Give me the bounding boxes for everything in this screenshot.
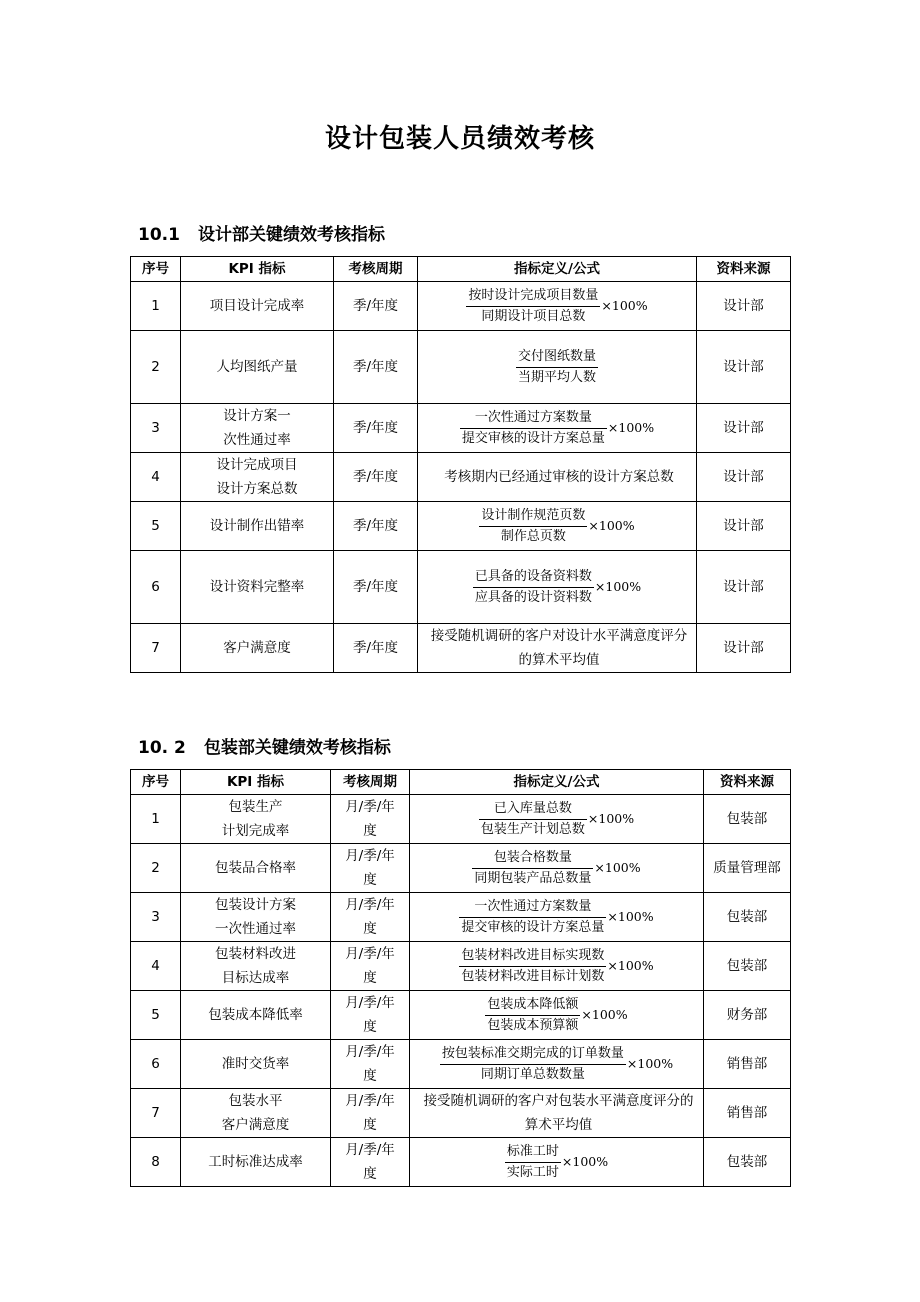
fraction	[459, 946, 606, 987]
multiplier: ×100%	[594, 860, 641, 875]
row-kpi	[181, 1138, 331, 1187]
row-definition: 接受随机调研的客户对设计水平满意度评分的算术平均值	[418, 624, 697, 673]
period-line: 季/年度	[352, 579, 399, 595]
kpi-name-line: 客户满意度	[223, 640, 291, 656]
header-definition: 指标定义/公式	[410, 770, 704, 795]
kpi-name-line: 计划完成率	[221, 823, 290, 839]
table-row	[131, 404, 791, 453]
row-seq: 2	[131, 844, 181, 893]
row-source: 设计部	[697, 331, 791, 404]
row-period	[334, 502, 418, 551]
design-kpi-rows	[131, 282, 791, 673]
fraction	[479, 799, 587, 840]
row-source: 设计部	[697, 551, 791, 624]
row-definition: 考核期内已经通过审核的设计方案总数	[418, 453, 697, 502]
multiplier: ×100%	[607, 958, 654, 973]
period-line: 月/季/年	[345, 946, 395, 962]
row-source: 设计部	[697, 404, 791, 453]
table-row	[131, 942, 791, 991]
kpi-name-line: 包装品合格率	[215, 860, 296, 876]
numerator: 按时设计完成项目数量	[466, 286, 600, 307]
table-row	[131, 795, 791, 844]
denominator: 同期包装产品总数量	[474, 870, 592, 886]
table-row	[131, 844, 791, 893]
denominator: 制作总页数	[500, 528, 566, 544]
row-period	[334, 551, 418, 624]
fraction	[472, 848, 593, 889]
header-source: 资料来源	[704, 770, 791, 795]
row-seq: 7	[131, 1089, 181, 1138]
row-source: 财务部	[704, 991, 791, 1040]
row-source: 包装部	[704, 1138, 791, 1187]
table-row	[131, 1040, 791, 1089]
row-formula	[418, 331, 697, 404]
row-formula	[410, 844, 704, 893]
numerator: 包装材料改进目标实现数	[459, 946, 606, 967]
period-line: 季/年度	[352, 359, 399, 375]
header-source: 资料来源	[697, 257, 791, 282]
row-seq: 4	[131, 453, 181, 502]
section-2-number: 10. 2	[138, 738, 186, 758]
kpi-name-line: 设计制作出错率	[209, 518, 305, 534]
section-2-title: 包装部关键绩效考核指标	[203, 738, 391, 758]
table-row	[131, 1138, 791, 1187]
period-line: 季/年度	[352, 469, 399, 485]
row-kpi	[181, 844, 331, 893]
row-source: 设计部	[697, 282, 791, 331]
multiplier: ×100%	[626, 1056, 674, 1071]
row-seq: 3	[131, 893, 181, 942]
row-kpi	[181, 453, 334, 502]
kpi-name-line: 包装水平	[228, 1093, 283, 1109]
kpi-name-line: 设计方案一	[223, 408, 291, 424]
table-row	[131, 502, 791, 551]
denominator: 同期设计项目总数	[481, 308, 586, 324]
row-formula	[410, 942, 704, 991]
row-period	[331, 991, 410, 1040]
period-line: 季/年度	[352, 298, 399, 314]
table-row	[131, 551, 791, 624]
row-kpi	[181, 502, 334, 551]
table-row	[131, 331, 791, 404]
row-period	[331, 1040, 410, 1089]
kpi-name-line: 包装生产	[228, 799, 283, 815]
section-1-number: 10.1	[138, 225, 180, 245]
multiplier: ×100%	[601, 298, 648, 313]
row-source: 包装部	[704, 893, 791, 942]
kpi-name-line: 人均图纸产量	[216, 359, 298, 375]
numerator: 标准工时	[505, 1142, 561, 1163]
row-seq: 2	[131, 331, 181, 404]
fraction	[516, 347, 598, 388]
row-seq: 6	[131, 551, 181, 624]
row-kpi	[181, 282, 334, 331]
multiplier: ×100%	[588, 518, 635, 533]
row-source: 质量管理部	[704, 844, 791, 893]
kpi-name-line: 包装设计方案	[215, 897, 296, 913]
period-line: 月/季/年	[345, 897, 395, 913]
denominator: 包装材料改进目标计划数	[461, 968, 605, 984]
row-period	[331, 844, 410, 893]
kpi-name-line: 设计资料完整率	[209, 579, 305, 595]
row-period	[331, 942, 410, 991]
row-formula	[418, 404, 697, 453]
multiplier: ×100%	[587, 811, 635, 826]
table-row	[131, 282, 791, 331]
denominator: 实际工时	[506, 1164, 559, 1180]
period-line: 月/季/年	[345, 995, 395, 1011]
multiplier: ×100%	[594, 579, 642, 594]
row-kpi	[181, 404, 334, 453]
row-period	[334, 404, 418, 453]
multiplier: ×100%	[561, 1154, 609, 1169]
header-period: 考核周期	[331, 770, 410, 795]
row-period	[334, 331, 418, 404]
header-period: 考核周期	[334, 257, 418, 282]
row-formula	[418, 282, 697, 331]
row-formula	[410, 1040, 704, 1089]
denominator: 应具备的设计资料数	[474, 589, 592, 605]
row-seq: 8	[131, 1138, 181, 1187]
numerator: 设计制作规范页数	[479, 506, 587, 527]
row-period	[331, 1089, 410, 1138]
row-source: 销售部	[704, 1089, 791, 1138]
kpi-name-line: 客户满意度	[221, 1117, 290, 1133]
kpi-name-line: 设计完成项目	[216, 457, 298, 473]
kpi-name-line: 工时标准达成率	[208, 1154, 303, 1170]
fraction	[505, 1142, 561, 1183]
row-formula	[410, 1138, 704, 1187]
numerator: 包装成本降低额	[485, 995, 580, 1016]
denominator: 同期订单总数数量	[480, 1066, 585, 1082]
row-definition: 接受随机调研的客户对包装水平满意度评分的算术平均值	[410, 1089, 704, 1138]
packaging-kpi-rows	[131, 795, 791, 1187]
period-line: 月/季/年	[345, 848, 395, 864]
denominator: 当期平均人数	[517, 369, 596, 385]
row-period	[331, 795, 410, 844]
section-2-heading	[138, 733, 391, 758]
period-line: 月/季/年	[345, 1142, 395, 1158]
denominator: 提交审核的设计方案总量	[461, 430, 605, 446]
kpi-name-line: 包装成本降低率	[208, 1007, 303, 1023]
row-source: 设计部	[697, 453, 791, 502]
header-seq: 序号	[131, 257, 181, 282]
row-kpi	[181, 624, 334, 673]
row-period	[334, 282, 418, 331]
header-definition: 指标定义/公式	[418, 257, 697, 282]
header-kpi: KPI 指标	[181, 770, 331, 795]
table-row	[131, 453, 791, 502]
fraction	[460, 408, 607, 449]
period-line: 月/季/年	[345, 799, 395, 815]
period-line: 度	[363, 1019, 377, 1035]
numerator: 一次性通过方案数量	[459, 897, 606, 918]
numerator: 已具备的设备资料数	[473, 567, 594, 588]
header-seq: 序号	[131, 770, 181, 795]
period-line: 季/年度	[352, 518, 399, 534]
page-title: 设计包装人员绩效考核	[324, 124, 595, 154]
period-line: 度	[363, 823, 377, 839]
fraction	[485, 995, 580, 1036]
row-seq: 5	[131, 991, 181, 1040]
row-seq: 6	[131, 1040, 181, 1089]
row-kpi	[181, 1089, 331, 1138]
row-kpi	[181, 551, 334, 624]
kpi-name-line: 次性通过率	[223, 432, 291, 448]
numerator: 已入库量总数	[479, 799, 587, 820]
table-header-row	[131, 770, 791, 795]
row-kpi	[181, 795, 331, 844]
period-line: 度	[363, 1068, 377, 1084]
row-kpi	[181, 991, 331, 1040]
period-line: 季/年度	[352, 420, 399, 436]
fraction	[479, 506, 587, 547]
row-period	[331, 893, 410, 942]
row-period	[334, 453, 418, 502]
table-row	[131, 1089, 791, 1138]
row-period	[334, 624, 418, 673]
table-row	[131, 991, 791, 1040]
row-seq: 1	[131, 795, 181, 844]
row-source: 设计部	[697, 502, 791, 551]
kpi-name-line: 目标达成率	[221, 970, 290, 986]
denominator: 包装成本预算额	[487, 1017, 579, 1033]
denominator: 包装生产计划总数	[480, 821, 585, 837]
table-row	[131, 893, 791, 942]
kpi-name-line: 一次性通过率	[215, 921, 296, 937]
row-kpi	[181, 942, 331, 991]
numerator: 包装合格数量	[472, 848, 593, 869]
row-kpi	[181, 1040, 331, 1089]
multiplier: ×100%	[607, 420, 655, 435]
kpi-name-line: 项目设计完成率	[209, 298, 305, 314]
table-header-row	[131, 257, 791, 282]
fraction	[473, 567, 594, 608]
kpi-name-line: 包装材料改进	[215, 946, 296, 962]
table-row	[131, 624, 791, 673]
row-seq: 4	[131, 942, 181, 991]
period-line: 季/年度	[352, 640, 399, 656]
row-source: 设计部	[697, 624, 791, 673]
row-seq: 3	[131, 404, 181, 453]
period-line: 月/季/年	[345, 1044, 395, 1060]
fraction	[466, 286, 600, 327]
kpi-name-line: 设计方案总数	[216, 481, 298, 497]
multiplier: ×100%	[607, 909, 654, 924]
row-kpi	[181, 893, 331, 942]
numerator: 一次性通过方案数量	[460, 408, 607, 429]
row-kpi	[181, 331, 334, 404]
kpi-name-line: 准时交货率	[221, 1056, 290, 1072]
header-kpi: KPI 指标	[181, 257, 334, 282]
row-period	[331, 1138, 410, 1187]
design-kpi-table	[130, 256, 791, 673]
row-seq: 5	[131, 502, 181, 551]
fraction	[459, 897, 606, 938]
fraction	[440, 1044, 626, 1085]
period-line: 度	[363, 1117, 377, 1133]
row-source: 包装部	[704, 795, 791, 844]
row-source: 销售部	[704, 1040, 791, 1089]
period-line: 度	[363, 872, 377, 888]
numerator: 交付图纸数量	[516, 347, 598, 368]
section-1-title: 设计部关键绩效考核指标	[197, 225, 385, 245]
row-formula	[418, 502, 697, 551]
row-source: 包装部	[704, 942, 791, 991]
period-line: 度	[363, 1166, 377, 1182]
packaging-kpi-table	[130, 769, 791, 1187]
multiplier: ×100%	[581, 1007, 628, 1022]
period-line: 月/季/年	[345, 1093, 395, 1109]
denominator: 提交审核的设计方案总量	[461, 919, 605, 935]
section-1-heading	[138, 220, 385, 245]
row-seq: 1	[131, 282, 181, 331]
row-formula	[410, 795, 704, 844]
period-line: 度	[363, 970, 377, 986]
row-formula	[418, 551, 697, 624]
row-formula	[410, 893, 704, 942]
row-seq: 7	[131, 624, 181, 673]
numerator: 按包装标准交期完成的订单数量	[440, 1044, 626, 1065]
period-line: 度	[363, 921, 377, 937]
row-formula	[410, 991, 704, 1040]
